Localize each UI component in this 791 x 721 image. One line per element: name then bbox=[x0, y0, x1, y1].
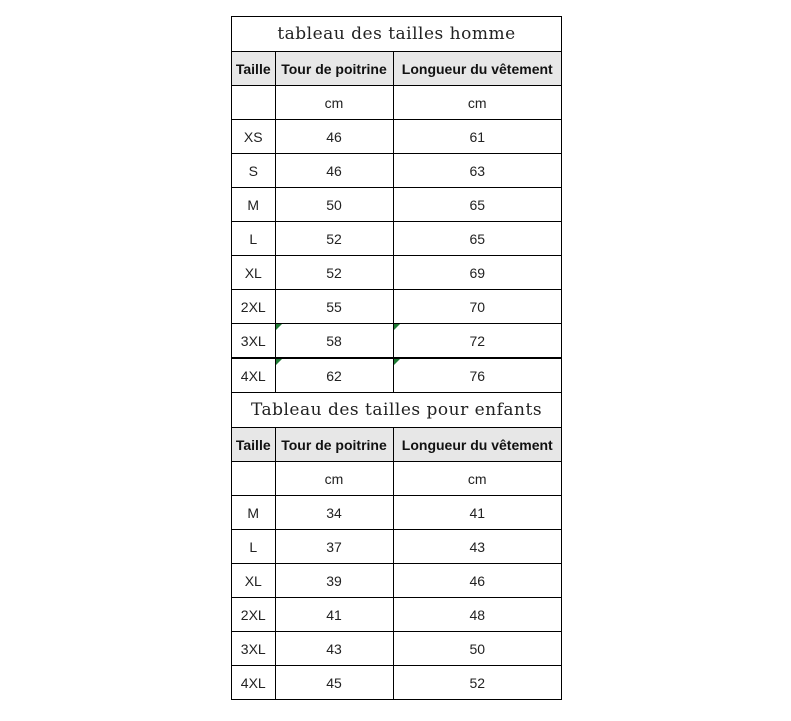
size-cell: XS bbox=[232, 120, 275, 154]
unit-length: cm bbox=[393, 462, 561, 496]
size-cell: L bbox=[232, 530, 275, 564]
chest-cell: 34 bbox=[275, 496, 393, 530]
men-table-title: tableau des tailles homme bbox=[232, 17, 561, 52]
unit-length: cm bbox=[393, 86, 561, 120]
length-cell: 69 bbox=[393, 256, 561, 290]
size-cell: 3XL bbox=[232, 632, 275, 666]
length-cell: 76 bbox=[393, 358, 561, 393]
length-cell: 46 bbox=[393, 564, 561, 598]
chest-cell: 55 bbox=[275, 290, 393, 324]
length-cell: 48 bbox=[393, 598, 561, 632]
header-size: Taille bbox=[232, 52, 275, 86]
size-cell: S bbox=[232, 154, 275, 188]
length-cell: 52 bbox=[393, 666, 561, 700]
table-row bbox=[232, 256, 561, 290]
chest-cell: 37 bbox=[275, 530, 393, 564]
table-row bbox=[232, 358, 561, 393]
header-chest: Tour de poitrine bbox=[275, 428, 393, 462]
size-chart-sheet bbox=[231, 16, 562, 700]
chest-cell: 39 bbox=[275, 564, 393, 598]
header-size: Taille bbox=[232, 428, 275, 462]
table-row bbox=[232, 324, 561, 359]
men-units-row bbox=[232, 86, 561, 120]
table-row bbox=[232, 564, 561, 598]
unit-chest: cm bbox=[275, 86, 393, 120]
table-row bbox=[232, 188, 561, 222]
length-cell: 65 bbox=[393, 188, 561, 222]
length-cell: 61 bbox=[393, 120, 561, 154]
table-row bbox=[232, 290, 561, 324]
kids-units-row bbox=[232, 462, 561, 496]
unit-chest: cm bbox=[275, 462, 393, 496]
table-row bbox=[232, 222, 561, 256]
size-cell: M bbox=[232, 496, 275, 530]
length-cell: 63 bbox=[393, 154, 561, 188]
chest-cell: 52 bbox=[275, 256, 393, 290]
length-cell: 43 bbox=[393, 530, 561, 564]
unit-size bbox=[232, 462, 275, 496]
table-row bbox=[232, 632, 561, 666]
kids-header-row bbox=[232, 428, 561, 462]
size-cell: 4XL bbox=[232, 666, 275, 700]
size-cell: 2XL bbox=[232, 598, 275, 632]
chest-cell: 45 bbox=[275, 666, 393, 700]
size-cell: XL bbox=[232, 564, 275, 598]
chest-cell: 46 bbox=[275, 120, 393, 154]
men-size-table bbox=[232, 16, 561, 393]
length-cell: 65 bbox=[393, 222, 561, 256]
chest-cell: 41 bbox=[275, 598, 393, 632]
table-row bbox=[232, 598, 561, 632]
chest-cell: 62 bbox=[275, 358, 393, 393]
header-length: Longueur du vêtement bbox=[393, 428, 561, 462]
table-row bbox=[232, 666, 561, 700]
chest-cell: 46 bbox=[275, 154, 393, 188]
size-cell: 3XL bbox=[232, 324, 275, 359]
table-row bbox=[232, 120, 561, 154]
length-cell: 41 bbox=[393, 496, 561, 530]
header-length: Longueur du vêtement bbox=[393, 52, 561, 86]
unit-size bbox=[232, 86, 275, 120]
header-chest: Tour de poitrine bbox=[275, 52, 393, 86]
size-cell: L bbox=[232, 222, 275, 256]
size-cell: 2XL bbox=[232, 290, 275, 324]
length-cell: 50 bbox=[393, 632, 561, 666]
table-row bbox=[232, 154, 561, 188]
length-cell: 72 bbox=[393, 324, 561, 359]
size-cell: M bbox=[232, 188, 275, 222]
length-cell: 70 bbox=[393, 290, 561, 324]
chest-cell: 52 bbox=[275, 222, 393, 256]
size-cell: 4XL bbox=[232, 358, 275, 393]
chest-cell: 50 bbox=[275, 188, 393, 222]
kids-size-table bbox=[232, 393, 561, 699]
men-header-row bbox=[232, 52, 561, 86]
chest-cell: 43 bbox=[275, 632, 393, 666]
size-cell: XL bbox=[232, 256, 275, 290]
table-row bbox=[232, 530, 561, 564]
table-row bbox=[232, 496, 561, 530]
kids-table-title: Tableau des tailles pour enfants bbox=[232, 393, 561, 428]
chest-cell: 58 bbox=[275, 324, 393, 359]
